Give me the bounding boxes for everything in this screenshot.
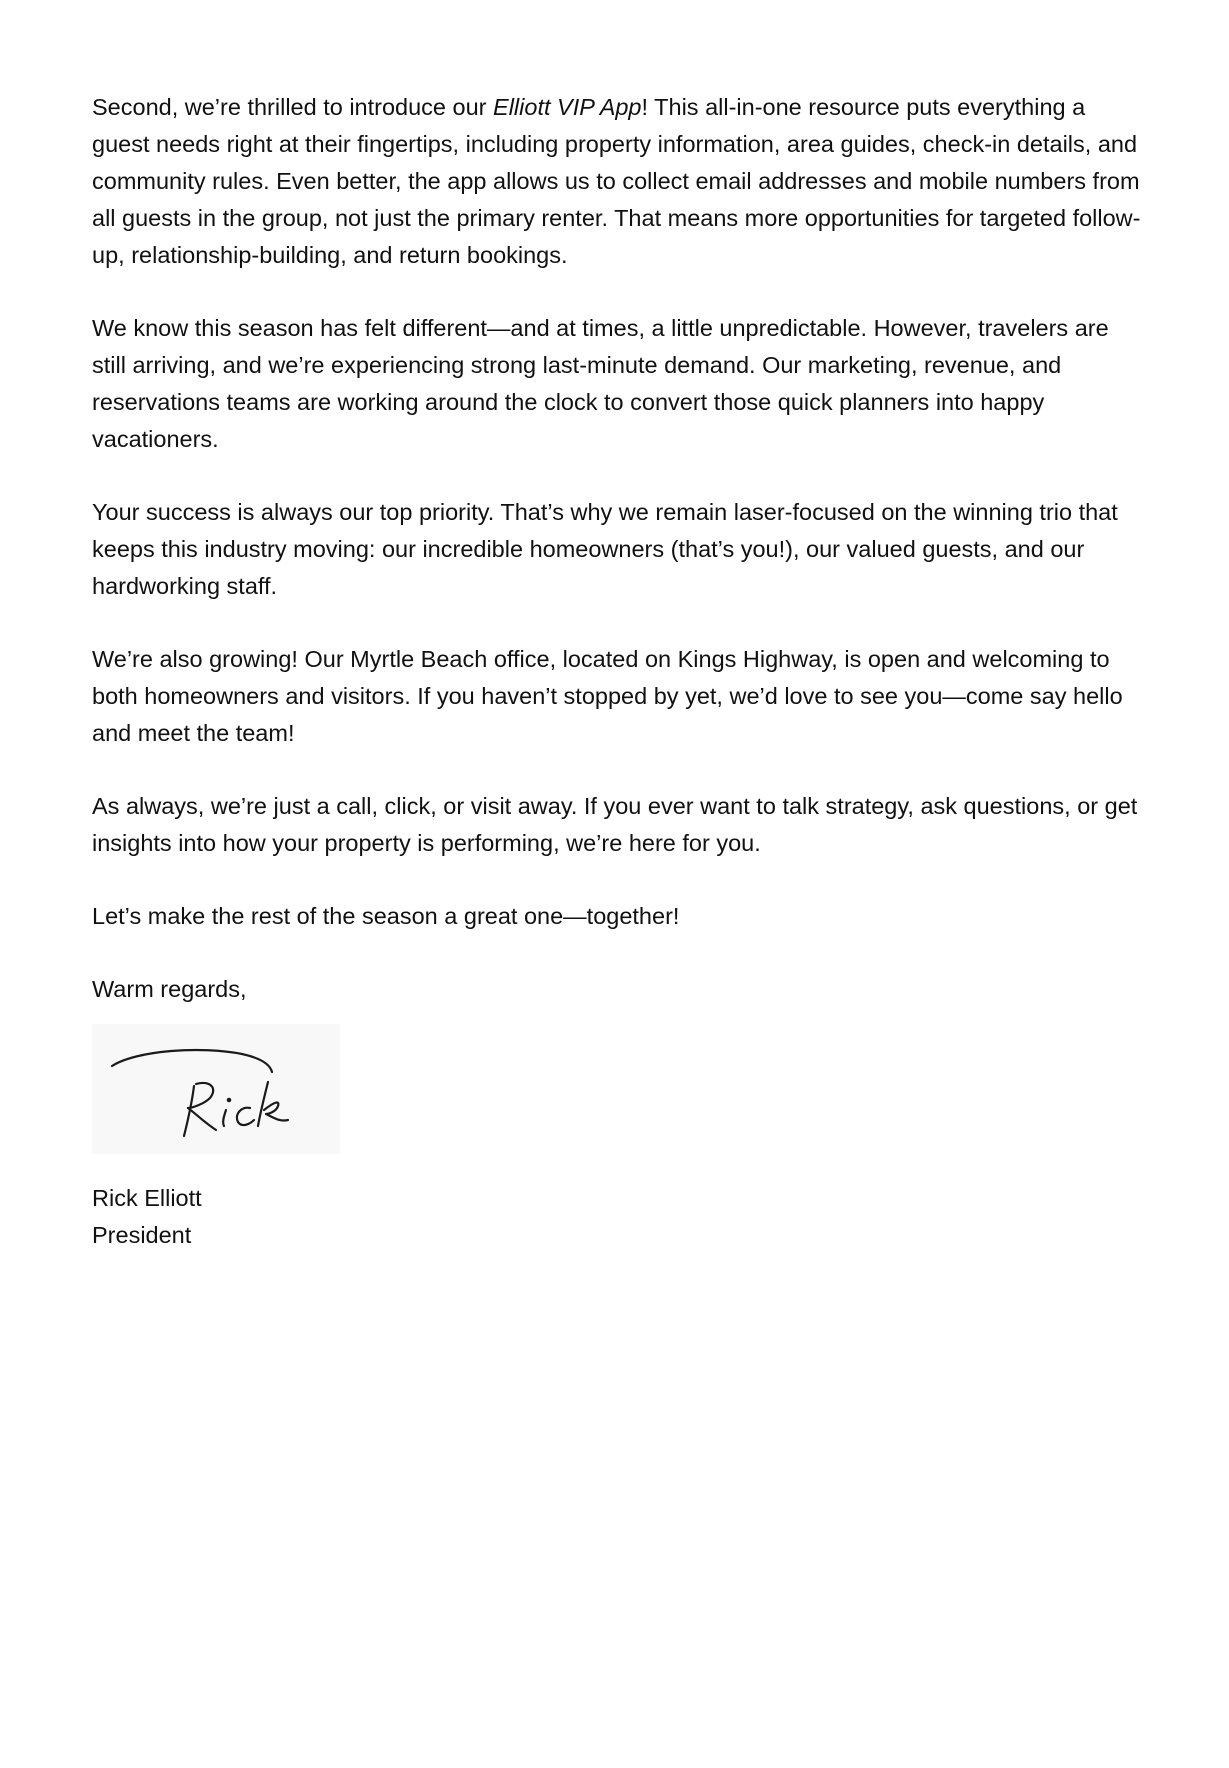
paragraph-success: Your success is always our top priority. That’s why we remain laser-focused on the winning trio that keeps this industry moving: our incredible homeowners (that’s you!), our valued guests, and our hardworking staff. [92, 499, 1118, 599]
handwritten-signature [92, 1024, 340, 1154]
paragraph-growing: We’re also growing! Our Myrtle Beach office, located on Kings Highway, is open and welcoming to both homeowners and visitors. If you haven’t stopped by yet, we’d love to see you—come say hello and meet the team! [92, 646, 1123, 746]
signer-name: Rick Elliott [92, 1185, 202, 1211]
closing-salutation: Warm regards, [92, 976, 247, 1002]
paragraph-together: Let’s make the rest of the season a great one—together! [92, 903, 680, 929]
signer-title: President [92, 1222, 192, 1248]
paragraph-vip-app-rest: ! This all-in-one resource puts everything a guest needs right at their fingertips, including property information, area guides, check-in details, and community rules. Even better, the app allows us to collect email addresses and mobile numbers from all guests in the group, not just the primary renter. That means more opportunities for targeted follow-up, relationship-building, and return bookings. [92, 94, 1141, 268]
paragraph-vip-app-intro: Second, we’re thrilled to introduce our [92, 94, 494, 120]
app-name-emphasis: Elliott VIP App [493, 94, 642, 120]
signature-drawing [92, 1024, 340, 1154]
paragraph-contact: As always, we’re just a call, click, or visit away. If you ever want to talk strategy, ask questions, or get insights into how your property is performing, we’re here for you. [92, 793, 1138, 856]
paragraph-season: We know this season has felt different—and at times, a little unpredictable. However, travelers are still arriving, and we’re experiencing strong last-minute demand. Our marketing, revenue, and reservations teams are working around the clock to convert those quick planners into happy vacationers. [92, 315, 1109, 452]
paragraph-vip-app [92, 89, 1142, 274]
letter-body [92, 89, 1142, 1254]
